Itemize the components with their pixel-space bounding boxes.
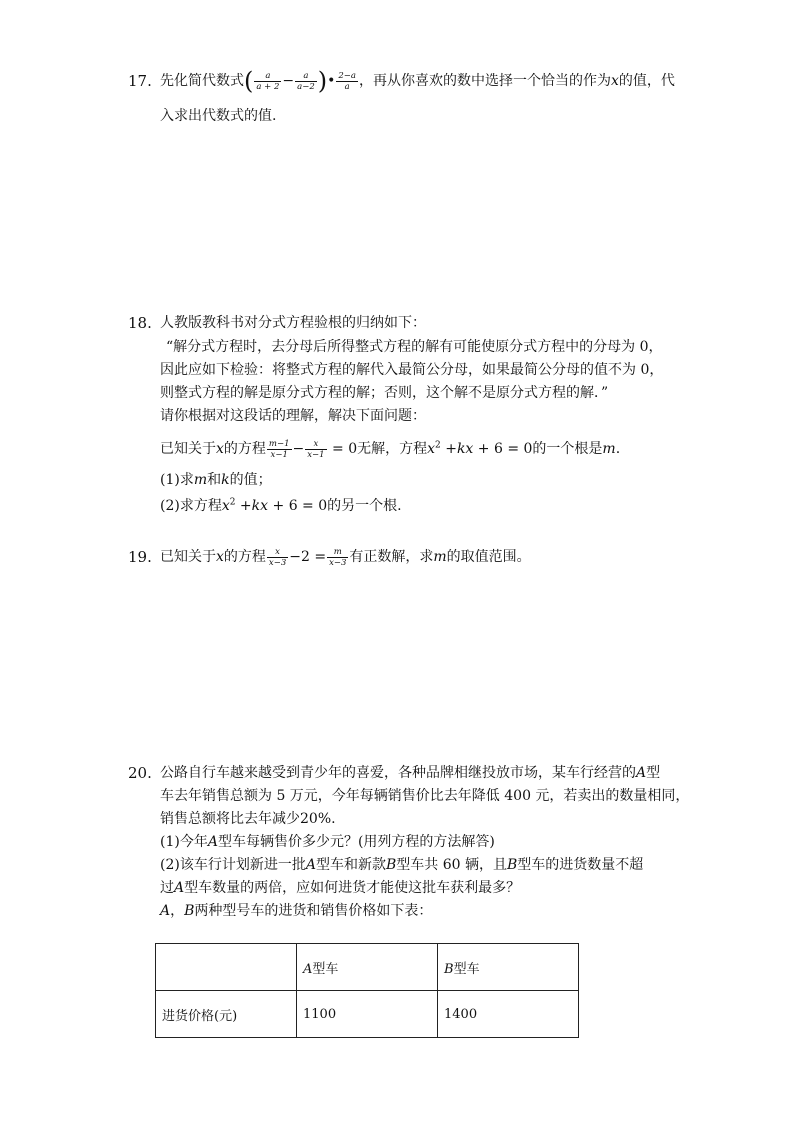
fraction: $\frac{m}{x-3}$ bbox=[329, 546, 347, 568]
question-number: 17. bbox=[128, 72, 152, 90]
question-body bbox=[160, 67, 690, 128]
fraction: $\frac{a}{a + 2}$ bbox=[256, 70, 280, 92]
question-number: 19. bbox=[128, 548, 152, 566]
table-cell: 1400 bbox=[438, 991, 579, 1038]
price-table bbox=[155, 943, 579, 1038]
table-cell: 进货价格(元) bbox=[156, 991, 297, 1038]
table-row bbox=[156, 991, 579, 1038]
question-body: 人教版教科书对分式方程验根的归纳如下： “解分式方程时，去分母后所得整式方程的解有可能使原分式方程中的分母为 0， 因此应如下检验：将整式方程的解代入最简公分母，如果最简公分母的值不为 0， 则整式方程的解是原分式方程的解；否则，这个解不是原分式方程的解．” 请你根据对这段话的理解，解决下面问题： 已知关于x的方程 $\frac{m-1}{x-1}$ − $\frac{x}{x-1}$ = 0无解，方程$x^2 +kx + 6 = 0$的一个根是m. (1)求m和k的值； (2)求方程$x^2 +kx + 6 = 0$的另一个根. bbox=[160, 315, 664, 514]
fraction: $\frac{x}{x-3}$ bbox=[268, 546, 287, 568]
table-cell bbox=[156, 944, 297, 991]
table-cell: 1100 bbox=[297, 991, 438, 1038]
fraction: $\frac{m-1}{x-1}$ bbox=[268, 438, 290, 460]
question-body: 公路自行车越来越受到青少年的喜爱，各种品牌相继投放市场，某车行经营的A型 车去年销售总额为 5 万元，今年每辆销售价比去年降低 400 元，若卖出的数量相同， 销售总额将比去年减少20%. (1)今年A型车每辆售价多少元？(用列方程的方法解答) (2)该车行计划新进一批A型车和新款B型车共 60 辆，且B型车的进货数量不超 过A型车数量的两倍，应如何进货才能使这批车获利最多？ A，B两种型号车的进货和销售价格如下表： bbox=[160, 765, 690, 919]
text-line: 入求出代数式的值. bbox=[160, 108, 277, 124]
table-cell: B型车 bbox=[438, 944, 579, 991]
table-row bbox=[156, 944, 579, 991]
text-line: 先化简代数式( $\frac{a}{a + 2}$ − $\frac{a}{a-2}$ )• $\frac{2-a}{a}$ ，再从你喜欢的数中选择一个恰当的作为x的值，代 bbox=[160, 67, 675, 95]
fraction: $\frac{a}{a-2}$ bbox=[297, 70, 315, 92]
table-cell: A型车 bbox=[297, 944, 438, 991]
fraction: $\frac{x}{x-1}$ bbox=[307, 438, 325, 460]
question-body: 已知关于x的方程 $\frac{x}{x-3}$ −2 = $\frac{m}{x-3}$ 有正数解，求m的取值范围。 bbox=[160, 546, 531, 568]
question-number: 18. bbox=[128, 314, 152, 332]
fraction: $\frac{2-a}{a}$ bbox=[338, 70, 356, 92]
question-number: 20. bbox=[128, 764, 152, 782]
